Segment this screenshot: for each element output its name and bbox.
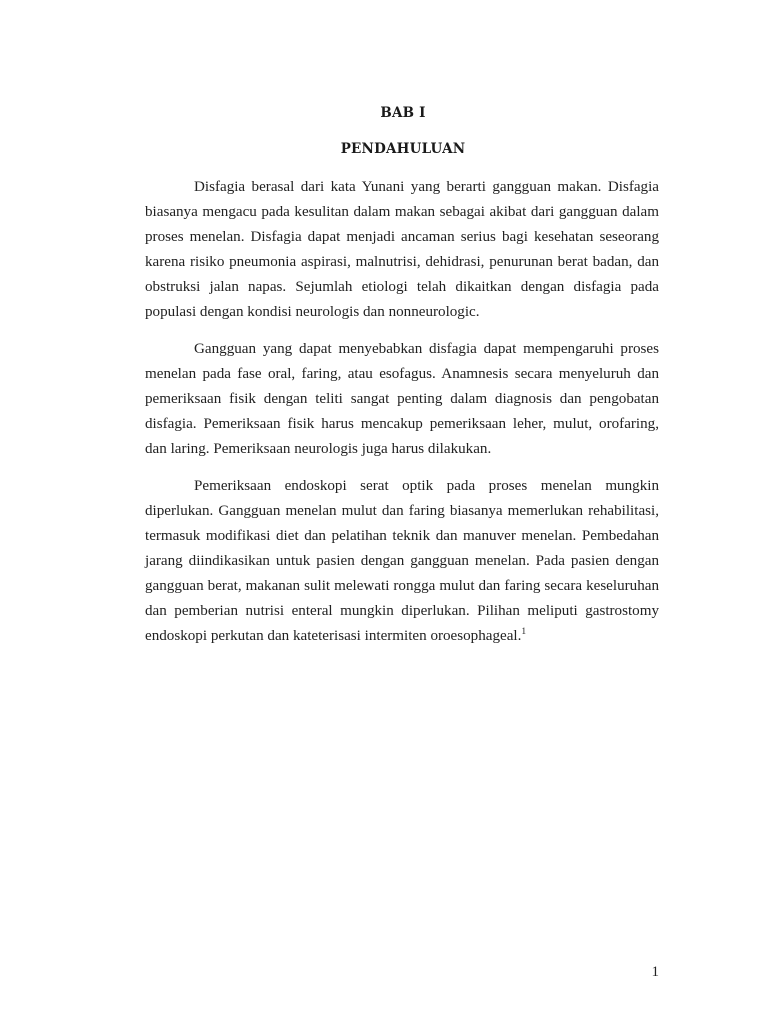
- footnote-reference: 1: [521, 626, 527, 637]
- paragraph: [145, 175, 659, 325]
- chapter-title: PENDAHULUAN: [340, 141, 466, 157]
- paragraph: [145, 337, 659, 462]
- body-text: [145, 175, 659, 649]
- paragraph-text: Gangguan yang dapat menyebabkan disfagia dapat mempengaruhi proses menelan pada fase oral, faring, atau esofagus. Anamnesis secara menyeluruh dan pemeriksaan fisik dengan teliti sangat penting dalam diagnosis dan pengobatan disfagia. Pemeriksaan fisik harus mencakup pemeriksaan leher, mulut, orofaring, dan laring. Pemeriksaan neurologis juga harus dilakukan.: [145, 341, 659, 457]
- page-number: 1: [651, 964, 659, 980]
- chapter-heading: BAB I: [380, 105, 426, 121]
- paragraph-text: Disfagia berasal dari kata Yunani yang berarti gangguan makan. Disfagia biasanya mengacu pada kesulitan dalam makan sebagai akibat dari gangguan dalam proses menelan. Disfagia dapat menjadi ancaman serius bagi kesehatan seseorang karena risiko pneumonia aspirasi, malnutrisi, dehidrasi, penurunan berat badan, dan obstruksi jalan napas. Sejumlah etiologi telah dikaitkan dengan disfagia pada populasi dengan kondisi neurologis dan nonneurologic.: [145, 179, 659, 320]
- paragraph-text: Pemeriksaan endoskopi serat optik pada proses menelan mungkin diperlukan. Gangguan menelan mulut dan faring biasanya memerlukan rehabilitasi, termasuk modifikasi diet dan pelatihan teknik dan manuver menelan. Pembedahan jarang diindikasikan untuk pasien dengan gangguan menelan. Pada pasien dengan gangguan berat, makanan sulit melewati rongga mulut dan faring secara keseluruhan dan pemberian nutrisi enteral mungkin diperlukan. Pilihan meliputi gastrostomy endoskopi perkutan dan kateterisasi intermiten oroesophageal.: [145, 478, 659, 644]
- paragraph: [145, 474, 659, 649]
